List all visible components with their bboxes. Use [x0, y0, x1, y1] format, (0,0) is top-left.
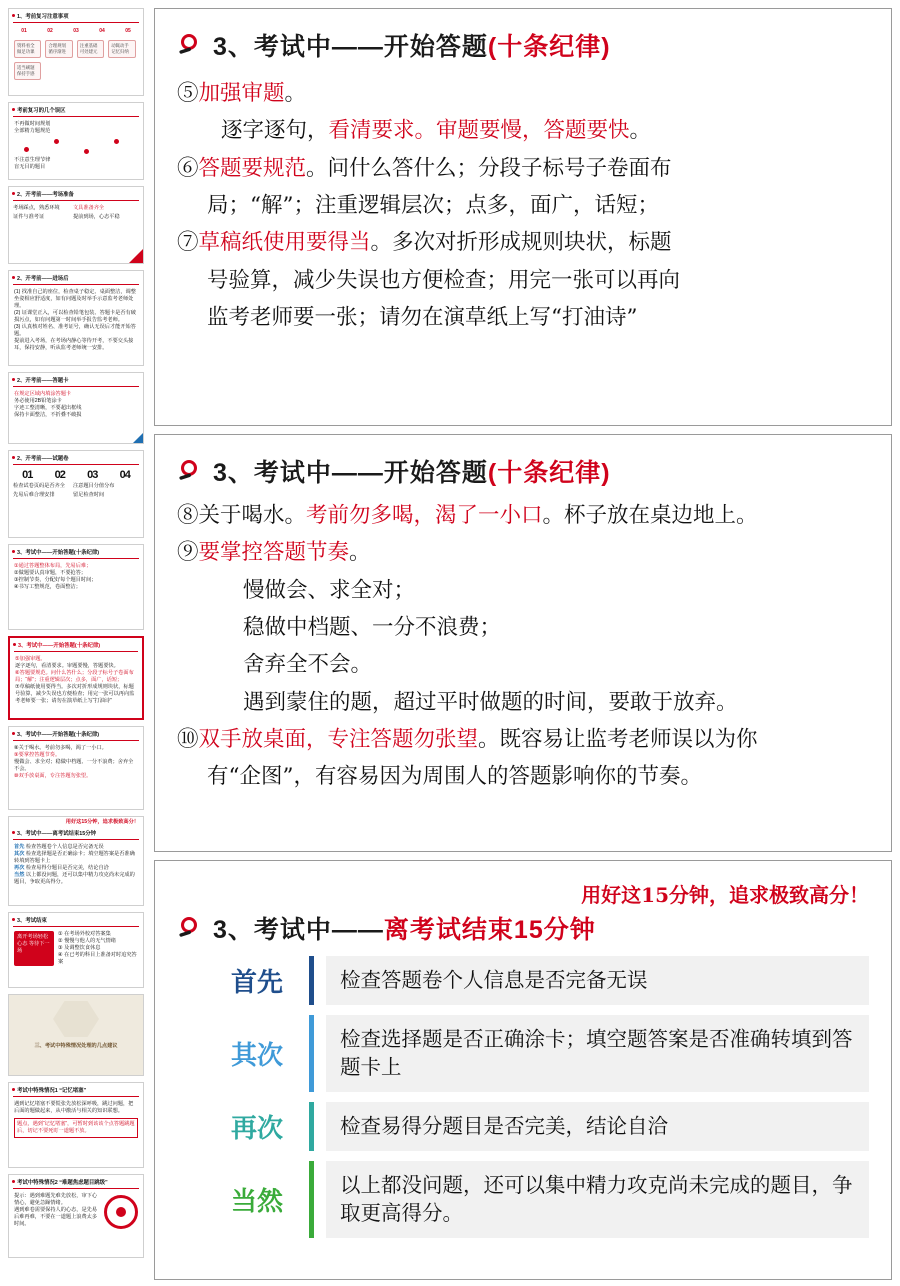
- checklist-key: 首先: [230, 967, 283, 998]
- divider: [13, 1188, 139, 1189]
- slide-banner: 用好这15分钟，追求极致高分！: [581, 883, 869, 907]
- line-plain: ⑦: [177, 230, 199, 256]
- magnifier-icon: [177, 31, 207, 64]
- thumbnail-title: 3、考试中——开始答题(十条纪律): [10, 638, 142, 650]
- content-line-3: 慢做会、求全对；: [243, 577, 416, 603]
- thumbnail-title: 2、开考前——进场后: [9, 271, 143, 283]
- slide-content: [177, 499, 869, 794]
- content-line-7: 监考老师要一张；请勿在演草纸上写“打油诗”: [207, 304, 638, 330]
- line-red: 看清要求。审题要慢，答题要快: [328, 118, 630, 144]
- content-line-5: [177, 226, 869, 259]
- note-3: 慢做会、求全对；稳做中档题、一分不浪费；舍弃全不会。: [14, 759, 134, 773]
- thumbnail-body: [9, 1191, 143, 1235]
- note-1: 不再做时间规划: [14, 121, 51, 127]
- thumbnail-title: 考试中特殊情况1 “记忆堵塞”: [9, 1083, 143, 1095]
- slide-thumbnail-9[interactable]: [8, 726, 144, 810]
- checklist-key: 当然: [230, 1186, 283, 1217]
- thumbnail-title: 考前复习的几个误区: [9, 103, 143, 115]
- content-line-3: [177, 152, 869, 185]
- divider: [13, 116, 139, 117]
- slide-thumbnail-8-selected[interactable]: [8, 636, 144, 720]
- note-4: ⑦草稿纸使用要得当。多次对折形成规则块状，标题号验算，减少失误也方便检查；用完一张可以再向监考老师要一张；请勿在演草纸上写“打油诗”: [15, 684, 135, 705]
- line-tail: 。杯子放在桌边地上。: [542, 503, 758, 528]
- line-plain: ⑥: [177, 155, 199, 181]
- checklist-key: 再次: [230, 1113, 283, 1144]
- divider: [13, 22, 139, 23]
- line-plain: ⑨: [177, 540, 199, 566]
- note-1: ⑤加强审题。: [15, 656, 46, 662]
- step-5: 05: [125, 28, 131, 34]
- row-1: [14, 844, 138, 851]
- line-tail: 。问什么答什么；分段子标号子卷面布: [306, 155, 672, 181]
- digits-graphic: [9, 467, 143, 481]
- thumbnail-banner: 用好这15分钟，追求极致高分！: [65, 819, 139, 825]
- note-1: 遇到记忆堵塞不要慌张先放松深呼吸，跳过问题，把后面的题做起来，从中激活与相关的知识联想。: [14, 1101, 134, 1115]
- accent-bar: [309, 1102, 314, 1151]
- accent-bar: [309, 956, 314, 1005]
- thumbnail-title: 2、开考前——考场准备: [9, 187, 143, 199]
- note-2: ② 慢慢与他人的无气情绪: [58, 938, 116, 945]
- step-label-4: 动辄动手 记忆归纳: [108, 40, 135, 58]
- slide-title-number: 3、: [213, 916, 254, 944]
- row-text: 以上都没问题，还可以集中精力攻克尚未完成的题目，争取更高得分。: [14, 872, 135, 886]
- thumbnail-body: [9, 1099, 143, 1142]
- thumbnail-body: [9, 119, 143, 175]
- slide-content: [177, 77, 869, 334]
- note-3: ③控制节奏，分配好每个题目时间；: [14, 577, 97, 584]
- note-1: 检查试卷页码是否齐全: [13, 483, 65, 489]
- row-text: 检查易得分题目是否完美，结论自洽: [25, 865, 109, 872]
- note-3: 先易后难合理安排: [13, 492, 55, 499]
- slide-thumbnail-12[interactable]: [8, 994, 144, 1076]
- slide-thumbnail-10[interactable]: [8, 816, 144, 906]
- divider: [13, 464, 139, 465]
- digit-4: 04: [119, 469, 130, 481]
- magnifier-icon: [177, 914, 207, 947]
- divider: [13, 284, 139, 285]
- slide-thumbnail-6[interactable]: [8, 450, 144, 538]
- slide-thumbnail-13[interactable]: [8, 1082, 144, 1168]
- thumbnail-title: 2、开考前——试题卷: [9, 451, 143, 463]
- divider: [13, 839, 139, 840]
- content-line-4: 局；“解”；注重逻辑层次；点多，面广，话短；: [207, 192, 659, 218]
- slide-thumbnail-4[interactable]: [8, 270, 144, 366]
- note-2: 遇到难卷需要保持人的心态，是先易后难再难，不要在一道题上浪费太多时间。: [14, 1207, 98, 1228]
- line-plain: ⑧关于喝水。: [177, 503, 307, 528]
- slide-title-red: (十条纪律): [487, 33, 611, 61]
- step-label-5: 适当刷题 保持手感: [14, 62, 41, 80]
- note-4: ⑩双手放桌面，专注答题勿张望。: [14, 773, 92, 780]
- slide-viewer: [154, 8, 892, 1286]
- slide-title: [177, 453, 869, 489]
- note-3: 证件与准考证: [13, 214, 45, 221]
- slide-title: [177, 910, 869, 946]
- note-3: (3) 认真核对姓名、准考证号，确认无误后才能开始答题。: [14, 324, 136, 338]
- note-2: 务必使用2B铅笔涂卡: [14, 398, 62, 405]
- checklist-text: 检查答题卷个人信息是否完备无误: [326, 956, 869, 1005]
- thumbnail-body: [9, 287, 143, 356]
- row-key: 首先: [14, 844, 25, 851]
- step-label-1: 资料看全 做足功课: [14, 40, 41, 58]
- corner-decoration: [129, 249, 143, 263]
- divider: [13, 740, 139, 741]
- slide-title-red: 离考试结束15分钟: [383, 916, 596, 944]
- checklist-row-2: [205, 1015, 869, 1092]
- content-line-6: 号验算，减少失误也方便检查；用完一张可以再向: [207, 267, 681, 293]
- slide-1: [154, 8, 892, 426]
- note-1: ① 在考场外校对答案集: [58, 931, 111, 937]
- line-plain: 逐字逐句，: [221, 118, 329, 144]
- row-text: 检查选择题是否正确涂卡；填空题答案是否准确转填到答题卡上: [14, 851, 135, 865]
- line-red: 双手放桌面，专注答题勿张望: [198, 726, 479, 752]
- divider: [13, 926, 139, 927]
- row-key: 当然: [14, 872, 25, 879]
- corner-decoration: [133, 433, 143, 443]
- thumbnail-body: [9, 743, 143, 784]
- slide-thumbnail-3[interactable]: [8, 186, 144, 264]
- slide-thumbnail-7[interactable]: [8, 544, 144, 630]
- checklist-row-3: [205, 1102, 869, 1151]
- content-line-2: [221, 114, 869, 147]
- divider: [14, 651, 138, 652]
- row-key: 其次: [14, 851, 25, 858]
- thumbnail-title: 3、考试中——开始答题(十条纪律): [9, 545, 143, 557]
- line-tail: 。: [349, 540, 371, 566]
- digit-2: 02: [54, 469, 65, 481]
- slide-title-main: 考试中——开始答题: [253, 33, 488, 61]
- note-3: 不注意生理节律: [14, 157, 51, 164]
- divider: [13, 558, 139, 559]
- line-tail: 。: [284, 81, 307, 106]
- note-2: 题点，遇到“记忆堵塞”，可暂时到该该个点答题跳题后，切记不要死盯一道题不放。: [14, 1118, 138, 1138]
- hex-graphic: [53, 999, 99, 1039]
- step-4: 04: [99, 28, 105, 34]
- line-plain: ⑤: [177, 81, 199, 106]
- checklist-text: 检查易得分题目是否完美，结论自洽: [326, 1102, 869, 1151]
- content-line-6: 遇到蒙住的题，超过平时做题的时间，要敢于放弃。: [243, 689, 738, 715]
- thumbnail-title: 3、考试中——开始答题(十条纪律): [9, 727, 143, 739]
- digit-1: 01: [22, 469, 33, 481]
- line-red: 要掌控答题节奏: [198, 540, 350, 566]
- divider: [13, 1096, 139, 1097]
- slide-title: [177, 27, 869, 63]
- thumbnail-title: 三、考试中特殊情况处理的几点建议: [34, 1043, 118, 1049]
- slide-thumbnail-11[interactable]: [8, 912, 144, 988]
- thumbnail-title: 3、考试结束: [9, 913, 143, 925]
- note-1: (1) 找准自己的座位，检查桌子稳定、桌面整洁，调整坐姿相应舒适度，如有问题及时举手示意监考老师处理。: [14, 289, 136, 310]
- note-4: ④书写工整规范，卷面整洁；: [14, 584, 81, 591]
- note-4: 保持卡面整洁，不折叠不破损: [14, 412, 82, 419]
- slide-title-red: (十条纪律): [487, 459, 611, 487]
- slide-thumbnail-5[interactable]: [8, 372, 144, 444]
- accent-bar: [309, 1161, 314, 1238]
- line-red: 草稿纸使用要得当: [198, 230, 371, 256]
- slide-thumbnail-1[interactable]: [8, 8, 144, 96]
- divider: [13, 200, 139, 201]
- content-line-4: 稳做中档题、一分不浪费；: [243, 614, 502, 640]
- slide-thumbnail-rail[interactable]: [8, 8, 146, 1280]
- content-line-2: [177, 536, 869, 569]
- row-text: 检查答题卷个人信息是否完备无误: [25, 844, 104, 851]
- slide-3: [154, 860, 892, 1280]
- checklist-key: 其次: [230, 1040, 283, 1071]
- note-2: 注意题目分值分布: [72, 483, 115, 489]
- divider: [13, 386, 139, 387]
- checklist-text: 检查选择题是否正确涂卡；填空题答案是否准确转填到答题卡上: [326, 1015, 869, 1092]
- slide-title-number: 3、: [213, 459, 254, 487]
- note-3: 字迹工整清晰，不要超出框线: [14, 405, 82, 412]
- wave-graphic: [14, 135, 138, 157]
- note-2: 逐字逐句，看清要求。审题要慢，答题要快。: [15, 663, 119, 670]
- checklist-text: 以上都没问题，还可以集中精力攻克尚未完成的题目，争取更高得分。: [326, 1161, 869, 1238]
- line-red: 加强审题: [198, 81, 285, 106]
- thumbnail-body: [9, 561, 143, 595]
- checklist-row-4: [205, 1161, 869, 1238]
- note-4: ④ 在已考的科目上准备对时追究答案: [58, 952, 137, 966]
- step-1: 01: [21, 28, 27, 34]
- row-key: 再次: [14, 865, 25, 872]
- thumbnail-body: [9, 389, 143, 423]
- note-2: 全部精力题规范: [14, 128, 51, 135]
- thumbnail-title: 考试中特殊情况2 “难题焦虑题目跳级”: [9, 1175, 143, 1187]
- step-label-3: 注重基础 可处建元: [77, 40, 104, 58]
- content-line-7: [177, 723, 869, 756]
- note-4: 提前进入考场，在考场内静心等待开考，不要交头接耳，保持安静，听从监考老师统一安排。: [14, 338, 134, 352]
- note-2: (2) 证课堂正入，可以检查铅笔包装、答题卡是否有破损污点，如有问题第一时间举手报告监考老师。: [14, 310, 136, 324]
- steps-labels: [9, 37, 143, 83]
- thumbnail-body: [10, 654, 142, 709]
- note-4: 盲无目的题目: [14, 164, 46, 171]
- line-red: 答题要规范: [198, 155, 307, 181]
- slide-title-main: 考试中——: [253, 916, 384, 944]
- slide-thumbnail-14[interactable]: [8, 1174, 144, 1258]
- checklist-row-1: [205, 956, 869, 1005]
- magnifier-icon: [177, 457, 207, 490]
- note-1: 考场踩点，熟悉环境: [13, 205, 60, 211]
- thumbnail-badge: 离开考场轻松心态 等待下一场: [14, 931, 54, 966]
- accent-bar: [309, 1015, 314, 1092]
- thumbnail-title: 3、考试中——离考试结束15分钟: [9, 826, 143, 838]
- step-label-2: 合理规划 循序渐进: [45, 40, 72, 58]
- line-tail: 。多次对折形成规则块状，标题: [370, 230, 672, 256]
- row-4: [14, 872, 138, 886]
- content-line-1: [177, 77, 869, 110]
- thumbnail-title: 2、开考前——答题卡: [9, 373, 143, 385]
- note-2: 文具准备齐全: [72, 205, 105, 211]
- content-line-1: [177, 499, 869, 532]
- note-1: 提示：遇到难题先难先放松，审下心情心，避免急躁情绪。: [14, 1193, 98, 1207]
- note-4: 留足检查时间: [72, 492, 105, 499]
- note-1: ⑧关于喝水。考前勿多喝，渴了一小口。: [14, 745, 107, 751]
- step-3: 03: [73, 28, 79, 34]
- line-plain: ⑩: [177, 726, 199, 752]
- note-4: 提前到场，心态平稳: [72, 214, 120, 221]
- content-line-8: 有“企图”，有容易因为周围人的答题影响你的节奏。: [207, 764, 702, 790]
- slide-title-number: 3、: [213, 33, 254, 61]
- note-1: 在规定区域内填涂答题卡: [14, 391, 72, 397]
- content-line-5: 舍弃全不会。: [243, 652, 373, 678]
- note-2: ⑨要掌控答题节奏。: [14, 752, 61, 759]
- thumbnail-body: [9, 203, 143, 223]
- thumbnail-title: 1、考前复习注意事项: [9, 9, 143, 21]
- digit-3: 03: [87, 469, 98, 481]
- line-tail: 。: [629, 118, 652, 144]
- slide-title-main: 考试中——开始答题: [253, 459, 488, 487]
- thumbnail-body: [9, 842, 143, 890]
- thumbnail-body: [9, 929, 143, 970]
- slide-thumbnail-2[interactable]: [8, 102, 144, 180]
- step-2: 02: [47, 28, 53, 34]
- line-tail: 。既容易让监考老师误以为你: [478, 726, 758, 752]
- thumbnail-body: [9, 481, 143, 501]
- target-icon: [104, 1195, 138, 1229]
- note-3: ③ 及调整饮食休息: [58, 945, 101, 952]
- steps-graphic: [9, 25, 143, 37]
- slide-2: [154, 434, 892, 852]
- line-red: 考前勿多喝，渴了一小口: [306, 503, 543, 528]
- row-2: [14, 851, 138, 865]
- note-2: ②做题要认真审题，不要抢答；: [14, 570, 87, 577]
- note-3: ⑥答题要规范。问什么答什么；分段子标号子卷面布局；“解”；注重逻辑层次；点多，面广，话短；: [15, 670, 134, 684]
- note-1: ①通过答题整体布局，先易后难；: [14, 563, 92, 569]
